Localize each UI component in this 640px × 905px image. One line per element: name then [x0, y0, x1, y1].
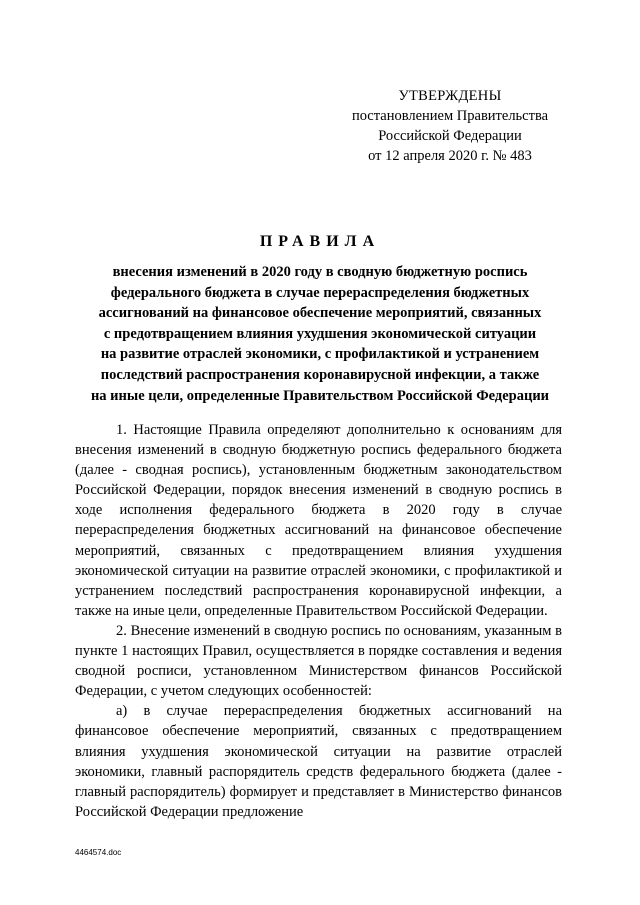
- subtitle-line: с предотвращением влияния ухудшения экономической ситуации: [103, 325, 537, 342]
- subtitle-line: внесения изменений в 2020 году в сводную бюджетную роспись: [112, 264, 528, 280]
- approval-stamp: [330, 86, 570, 166]
- paragraph-2a: а) в случае перераспределения бюджетных ассигнований на финансовое обеспечение мероприятий, связанных с предотвращением влияния ухудшения экономической ситуации на развитие отраслей экономики, главный распорядитель средств федерального бюджета (далее - главный распорядитель) формирует и представляет в Министерство финансов Российской Федерации предложение: [75, 703, 562, 820]
- subtitle-line: ассигнований на финансовое обеспечение мероприятий, связанных: [98, 305, 542, 322]
- paragraph-2: 2. Внесение изменений в сводную роспись по основаниям, указанным в пункте 1 настоящих Правил, осуществляется в порядке составления и ведения сводной росписи, установленном Министерством финансов Российской Федерации, с учетом следующих особенностей:: [75, 622, 562, 700]
- approval-line-2: Российской Федерации: [378, 128, 522, 144]
- document-subtitle: [60, 262, 580, 406]
- file-name-footer: 4464574.doc: [75, 848, 122, 857]
- approval-line-1: постановлением Правительства: [351, 108, 549, 124]
- subtitle-line: на развитие отраслей экономики, с профилактикой и устранением: [100, 346, 540, 363]
- document-body: [75, 420, 562, 822]
- document-title: ПРАВИЛА: [259, 233, 381, 250]
- approval-heading: УТВЕРЖДЕНЫ: [398, 88, 502, 104]
- paragraph-1: 1. Настоящие Правила определяют дополнительно к основаниям для внесения изменений в сводную бюджетную роспись федерального бюджета (далее - сводная роспись), установленным бюджетным законодательством Российской Федерации, порядок внесения изменений в сводную роспись в ходе исполнения федерального бюджета в 2020 году в случае перераспределения бюджетных ассигнований на финансовое обеспечение мероприятий, связанных с предотвращением влияния ухудшения экономической ситуации на развитие отраслей экономики, с профилактикой и устранением последствий распространения коронавирусной инфекции, а также на иные цели, определенные Правительством Российской Федерации.: [75, 422, 562, 619]
- approval-line-3: от 12 апреля 2020 г. № 483: [368, 148, 532, 164]
- subtitle-line: федерального бюджета в случае перераспределения бюджетных: [110, 284, 530, 301]
- subtitle-line: последствий распространения коронавирусной инфекции, а также: [100, 366, 540, 383]
- subtitle-line: на иные цели, определенные Правительством Российской Федерации: [90, 387, 550, 404]
